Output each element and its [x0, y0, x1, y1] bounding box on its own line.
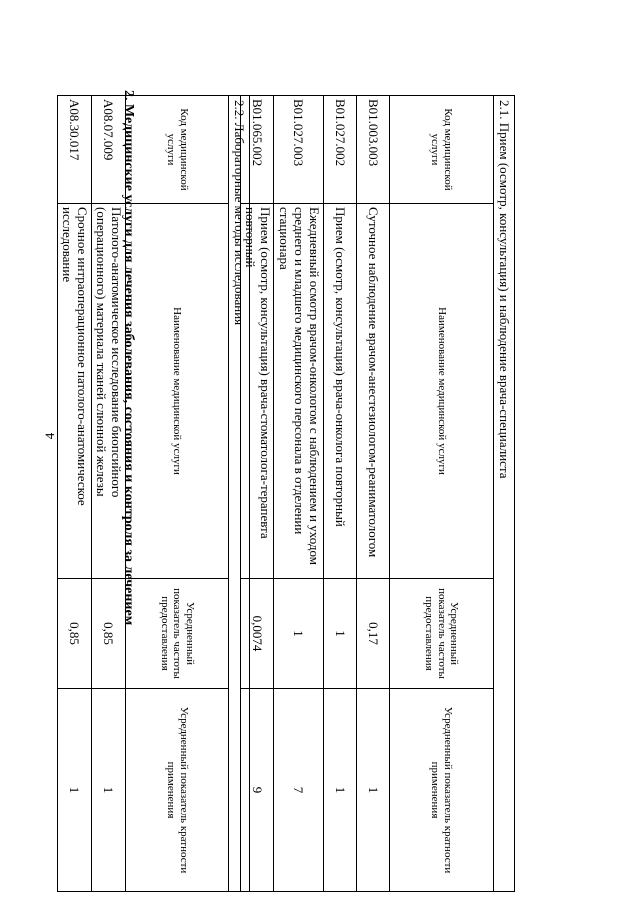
table-caption: 2.2. Лабораторные методы исследования — [229, 96, 250, 892]
table-row — [357, 96, 390, 892]
column-header-multiplicity: Усредненный показатель кратности применения — [126, 689, 229, 892]
multiplicity-value: 1 — [357, 689, 390, 892]
frequency-value: 1 — [324, 579, 357, 689]
table-row — [274, 96, 324, 892]
multiplicity-value: 1 — [58, 689, 92, 892]
frequency-value: 0,85 — [58, 579, 92, 689]
multiplicity-value: 1 — [92, 689, 126, 892]
column-header-frequency: Усредненный показатель частоты предоставления — [390, 579, 494, 689]
column-header-code: Код медицинской услуги — [126, 96, 229, 204]
service-code: A08.30.017 — [58, 96, 92, 204]
service-code: B01.027.003 — [274, 96, 324, 204]
column-header-code: Код медицинской услуги — [390, 96, 494, 204]
multiplicity-value: 7 — [274, 689, 324, 892]
column-header-name: Наименование медицинской услуги — [126, 204, 229, 579]
frequency-value: 0,0074 — [241, 579, 274, 689]
multiplicity-value: 1 — [324, 689, 357, 892]
frequency-value: 0,17 — [357, 579, 390, 689]
multiplicity-value: 9 — [241, 689, 274, 892]
table-row — [92, 96, 126, 892]
service-name: Суточное наблюдение врачом-анестезиологом-реаниматологом — [357, 204, 390, 579]
service-name: Прием (осмотр, консультация) врача-онколога повторный — [324, 204, 357, 579]
service-code: B01.003.003 — [357, 96, 390, 204]
column-header-multiplicity: Усредненный показатель кратности применения — [390, 689, 494, 892]
service-name: Ежедневный осмотр врачом-онкологом с наблюдением и уходом среднего и младшего медицинского персонала в отделении стационара — [274, 204, 324, 579]
table-lab-methods — [57, 95, 250, 892]
table-caption: 2.1. Прием (осмотр, консультация) и наблюдение врача-специалиста — [494, 96, 515, 892]
service-code: A08.07.009 — [92, 96, 126, 204]
table-row — [58, 96, 92, 892]
frequency-value: 0,85 — [92, 579, 126, 689]
column-header-name: Наименование медицинской услуги — [390, 204, 494, 579]
service-code: B01.065.002 — [241, 96, 274, 204]
table-consultations — [240, 95, 515, 892]
section-title: 2. Медицинские услуги для лечения заболевания, состояния и контроля за лечением — [121, 90, 136, 626]
service-name: Срочное интраоперационное патолого-анатомическое исследование — [58, 204, 92, 579]
service-name: Патолого-анатомическое исследование биопсийного (операционного) материала тканей слюнной железы — [92, 204, 126, 579]
service-name: Прием (осмотр, консультация) врача-стоматолога-терапевта повторный — [241, 204, 274, 579]
service-code: B01.027.002 — [324, 96, 357, 204]
page-number: 4 — [42, 432, 57, 440]
frequency-value: 1 — [274, 579, 324, 689]
column-header-frequency: Усредненный показатель частоты предоставления — [126, 579, 229, 689]
table-row — [324, 96, 357, 892]
